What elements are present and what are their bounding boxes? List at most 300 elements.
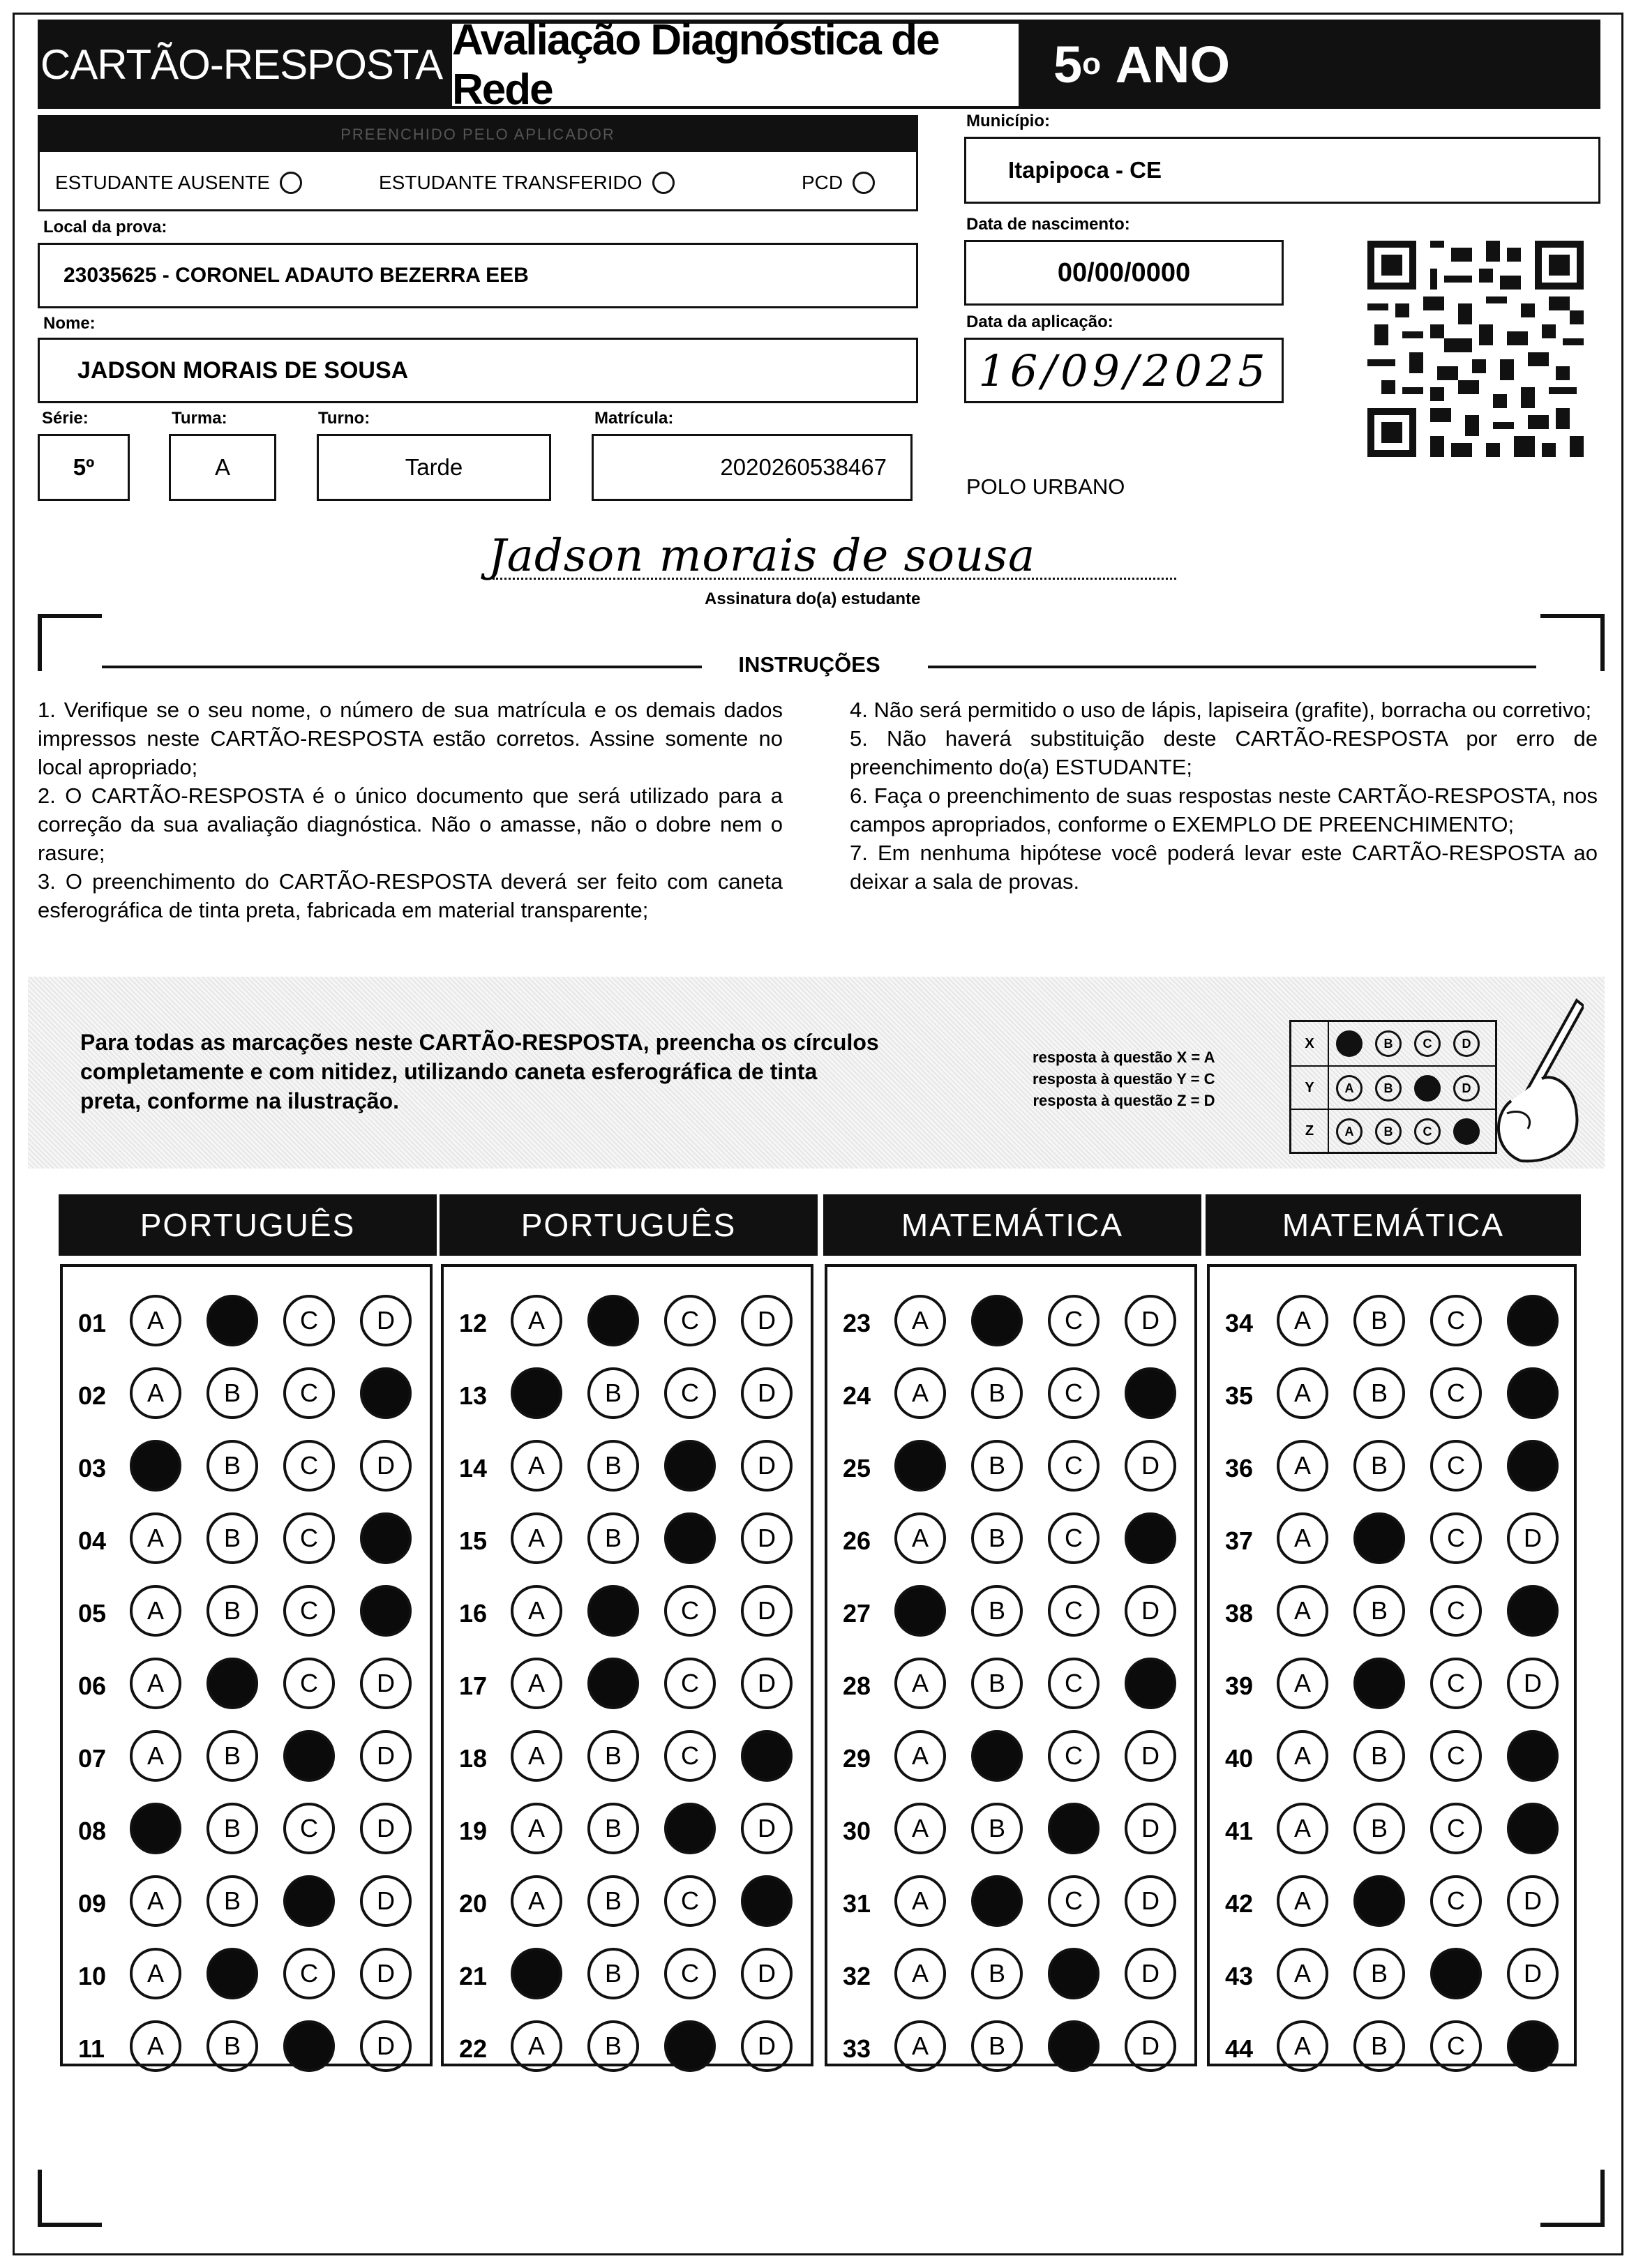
answer-bubble-b[interactable]: B — [1353, 1803, 1405, 1854]
answer-bubble-a[interactable]: A — [511, 1440, 562, 1492]
answer-bubble-b[interactable]: B — [587, 1512, 639, 1564]
question-number: 12 — [459, 1309, 488, 1337]
answer-bubble-c[interactable]: C — [1048, 1585, 1100, 1637]
answer-bubble-b[interactable]: B — [207, 1730, 258, 1782]
signature-caption: Assinatura do(a) estudante — [705, 589, 921, 608]
example-text: Para todas as marcações neste CARTÃO-RESPOSTA, preencha os círculos completamente e com nitidez, utilizando caneta esferográfica de tinta preta, conforme na ilustração. — [80, 1030, 879, 1113]
answer-bubble-b[interactable]: B — [1353, 1440, 1405, 1492]
answer-bubble-d[interactable]: D — [1507, 1948, 1559, 1999]
question-row — [1210, 1803, 1574, 1858]
answer-bubble-b[interactable]: B — [971, 1803, 1023, 1854]
answer-bubble-d[interactable] — [1507, 1585, 1559, 1637]
answer-bubble-d[interactable]: D — [360, 1803, 412, 1854]
answer-bubble-b[interactable]: B — [1353, 1730, 1405, 1782]
answer-bubble-c[interactable]: C — [664, 1730, 716, 1782]
answer-bubble-b[interactable]: B — [207, 1440, 258, 1492]
name-label: Nome: — [43, 314, 96, 333]
answer-bubble-b[interactable]: B — [207, 1803, 258, 1854]
question-number: 13 — [459, 1381, 488, 1410]
question-number: 31 — [843, 1889, 871, 1918]
answer-bubble-c[interactable]: C — [664, 1367, 716, 1419]
question-number: 23 — [843, 1309, 871, 1337]
local-field: 23035625 - CORONEL ADAUTO BEZERRA EEB — [38, 243, 918, 308]
answer-bubble-b[interactable]: B — [587, 1948, 639, 1999]
answer-bubble-c[interactable] — [1048, 1803, 1100, 1854]
answer-bubble-d[interactable]: D — [741, 1512, 793, 1564]
answer-bubble-c[interactable]: C — [283, 1803, 335, 1854]
question-row — [1210, 1512, 1574, 1568]
answer-bubble-a[interactable]: A — [894, 1658, 946, 1709]
question-row — [827, 1803, 1194, 1858]
question-number: 35 — [1225, 1381, 1254, 1410]
question-number: 16 — [459, 1599, 488, 1628]
question-row — [63, 1440, 430, 1496]
answer-bubble-a[interactable] — [511, 1948, 562, 1999]
question-number: 33 — [843, 2034, 871, 2063]
answer-bubble-d[interactable] — [741, 1875, 793, 1927]
answer-bubble-d[interactable]: D — [741, 1440, 793, 1492]
municipio-field: Itapipoca - CE — [964, 137, 1600, 204]
form-title: CARTÃO-RESPOSTA — [40, 40, 443, 88]
example-bubble-a — [1336, 1030, 1363, 1057]
answer-bubble-d[interactable]: D — [741, 1948, 793, 1999]
municipio-label: Município: — [966, 112, 1050, 130]
answer-bubble-a[interactable]: A — [511, 1295, 562, 1346]
answer-bubble-a[interactable]: A — [130, 1948, 181, 1999]
question-number: 30 — [843, 1817, 871, 1845]
answer-bubble-a[interactable]: A — [894, 1367, 946, 1419]
question-row — [827, 1295, 1194, 1351]
example-bubble-d: D — [1453, 1075, 1480, 1102]
section-header: PORTUGUÊS — [440, 1194, 818, 1256]
instructions-right-column — [850, 696, 1598, 896]
example-bubble-d: D — [1453, 1030, 1480, 1057]
answer-bubble-a[interactable]: A — [1277, 1948, 1328, 1999]
question-number: 34 — [1225, 1309, 1254, 1337]
answer-bubble-d[interactable] — [741, 1730, 793, 1782]
answer-bubble-d[interactable]: D — [360, 1295, 412, 1346]
grade-label — [1053, 20, 1263, 109]
answer-bubble-a[interactable]: A — [130, 1367, 181, 1419]
pcd-radio[interactable] — [853, 172, 875, 194]
question-row — [444, 1803, 811, 1858]
answer-bubble-d[interactable]: D — [360, 2020, 412, 2072]
answer-bubble-a[interactable]: A — [1277, 1512, 1328, 1564]
answer-bubble-b[interactable]: B — [1353, 1948, 1405, 1999]
answer-bubble-c[interactable]: C — [1430, 1440, 1482, 1492]
answer-bubble-d[interactable]: D — [1125, 1875, 1176, 1927]
answer-bubble-b[interactable] — [207, 1295, 258, 1346]
question-number: 21 — [459, 1962, 488, 1990]
answer-bubble-c[interactable]: C — [664, 1658, 716, 1709]
transferred-option[interactable] — [379, 172, 675, 194]
answer-bubble-d[interactable] — [360, 1367, 412, 1419]
answer-bubble-d[interactable]: D — [741, 1367, 793, 1419]
question-row — [444, 1440, 811, 1496]
answer-bubble-b[interactable]: B — [971, 1658, 1023, 1709]
answer-bubble-b[interactable]: B — [971, 1585, 1023, 1637]
question-number: 01 — [78, 1309, 107, 1337]
question-number: 02 — [78, 1381, 107, 1410]
answer-bubble-d[interactable]: D — [741, 2020, 793, 2072]
answer-bubble-a[interactable]: A — [894, 1948, 946, 1999]
answer-bubble-a[interactable]: A — [894, 1730, 946, 1782]
answer-bubble-a[interactable]: A — [1277, 1658, 1328, 1709]
answer-bubble-c[interactable]: C — [283, 1367, 335, 1419]
corner-mark-top-left — [38, 614, 102, 671]
answer-bubble-a[interactable]: A — [1277, 1875, 1328, 1927]
answer-bubble-b[interactable]: B — [587, 1875, 639, 1927]
question-number: 05 — [78, 1599, 107, 1628]
question-number: 08 — [78, 1817, 107, 1845]
question-row — [827, 1730, 1194, 1786]
answer-bubble-a[interactable]: A — [130, 1512, 181, 1564]
answer-bubble-d[interactable]: D — [1125, 2020, 1176, 2072]
example-row — [1291, 1109, 1495, 1152]
answer-bubble-c[interactable]: C — [1430, 1367, 1482, 1419]
instructions-rule-left — [102, 666, 702, 668]
absent-option[interactable] — [55, 172, 302, 194]
answer-section — [1207, 1264, 1577, 2066]
answer-bubble-a[interactable] — [894, 1440, 946, 1492]
answer-section — [825, 1264, 1197, 2066]
answer-bubble-b[interactable] — [587, 1295, 639, 1346]
example-row-key: X — [1291, 1022, 1329, 1065]
answer-bubble-b[interactable] — [1353, 1875, 1405, 1927]
answer-bubble-c[interactable] — [283, 1875, 335, 1927]
answer-bubble-d[interactable] — [1125, 1512, 1176, 1564]
answer-bubble-d[interactable]: D — [741, 1295, 793, 1346]
answer-bubble-c[interactable]: C — [283, 1295, 335, 1346]
answer-bubble-d[interactable]: D — [360, 1658, 412, 1709]
question-number: 15 — [459, 1526, 488, 1555]
answer-bubble-c[interactable]: C — [664, 1295, 716, 1346]
answer-bubble-d[interactable] — [1507, 1803, 1559, 1854]
absent-label: ESTUDANTE AUSENTE — [55, 172, 271, 193]
answer-bubble-d[interactable]: D — [360, 1948, 412, 1999]
answer-bubble-d[interactable]: D — [360, 1730, 412, 1782]
answer-bubble-c[interactable] — [1048, 1948, 1100, 1999]
polo-label: POLO URBANO — [966, 474, 1125, 499]
answer-bubble-a[interactable]: A — [511, 1658, 562, 1709]
answer-bubble-b[interactable] — [971, 1295, 1023, 1346]
answer-bubble-d[interactable]: D — [741, 1585, 793, 1637]
answer-bubble-d[interactable]: D — [1507, 1875, 1559, 1927]
answer-bubble-c[interactable]: C — [664, 1875, 716, 1927]
answer-bubble-d[interactable] — [1507, 2020, 1559, 2072]
answer-bubble-d[interactable] — [1507, 1730, 1559, 1782]
answer-section — [441, 1264, 813, 2066]
section-header: PORTUGUÊS — [59, 1194, 437, 1256]
turno-label: Turno: — [318, 409, 370, 428]
answer-bubble-a[interactable] — [130, 1803, 181, 1854]
question-row — [1210, 1875, 1574, 1931]
example-bubble-c: C — [1414, 1118, 1441, 1145]
question-number: 22 — [459, 2034, 488, 2063]
transferred-radio[interactable] — [652, 172, 675, 194]
answer-bubble-b[interactable] — [587, 1585, 639, 1637]
applicator-box — [38, 115, 918, 211]
question-row — [63, 1295, 430, 1351]
answer-bubble-b[interactable]: B — [971, 1948, 1023, 1999]
answer-bubble-c[interactable] — [664, 2020, 716, 2072]
answer-bubble-b[interactable]: B — [971, 2020, 1023, 2072]
answer-bubble-b[interactable]: B — [971, 1512, 1023, 1564]
question-row — [827, 1367, 1194, 1423]
matricula-field: 2020260538467 — [592, 434, 913, 501]
answer-bubble-c[interactable]: C — [1048, 1367, 1100, 1419]
answer-bubble-a[interactable]: A — [130, 1295, 181, 1346]
answer-bubble-c[interactable] — [1048, 2020, 1100, 2072]
question-number: 10 — [78, 1962, 107, 1990]
answer-bubble-a[interactable] — [894, 1585, 946, 1637]
example-bubble-b: B — [1375, 1118, 1402, 1145]
grade-number: 5 — [1053, 35, 1083, 93]
answer-bubble-a[interactable]: A — [1277, 2020, 1328, 2072]
answer-bubble-d[interactable] — [1125, 1367, 1176, 1419]
answer-bubble-c[interactable] — [283, 1730, 335, 1782]
instruction-6: 6. Faça o preenchimento de suas respostas neste CARTÃO-RESPOSTA, nos campos apropriados, conforme o EXEMPLO DE PREENCHIMENTO; — [850, 783, 1598, 836]
answer-bubble-b[interactable] — [207, 1658, 258, 1709]
absent-radio[interactable] — [280, 172, 302, 194]
answer-bubble-c[interactable]: C — [1048, 1512, 1100, 1564]
question-row — [63, 1875, 430, 1931]
answer-bubble-a[interactable]: A — [511, 1803, 562, 1854]
answer-bubble-c[interactable]: C — [283, 1658, 335, 1709]
answer-bubble-a[interactable]: A — [511, 1585, 562, 1637]
answer-bubble-b[interactable]: B — [207, 2020, 258, 2072]
section-header: MATEMÁTICA — [823, 1194, 1201, 1256]
answer-bubble-c[interactable]: C — [1048, 1730, 1100, 1782]
answer-bubble-b[interactable]: B — [1353, 1367, 1405, 1419]
example-row — [1291, 1065, 1495, 1109]
question-row — [1210, 1367, 1574, 1423]
answer-bubble-a[interactable]: A — [511, 2020, 562, 2072]
answer-bubble-a[interactable]: A — [894, 1875, 946, 1927]
answer-bubble-a[interactable]: A — [1277, 1440, 1328, 1492]
answer-bubble-c[interactable]: C — [1430, 1585, 1482, 1637]
question-row — [63, 1512, 430, 1568]
answer-bubble-a[interactable] — [511, 1367, 562, 1419]
answer-bubble-b[interactable]: B — [207, 1367, 258, 1419]
answer-bubble-b[interactable]: B — [587, 2020, 639, 2072]
question-number: 28 — [843, 1672, 871, 1700]
answer-bubble-a[interactable]: A — [1277, 1585, 1328, 1637]
answer-bubble-c[interactable]: C — [1048, 1440, 1100, 1492]
instructions-left-column — [38, 696, 783, 924]
answer-bubble-d[interactable] — [1507, 1440, 1559, 1492]
answer-bubble-c[interactable]: C — [664, 1585, 716, 1637]
serie-label: Série: — [42, 409, 89, 428]
answer-bubble-d[interactable] — [1507, 1367, 1559, 1419]
question-row — [444, 2020, 811, 2076]
answer-bubble-c[interactable]: C — [1430, 1512, 1482, 1564]
answer-bubble-b[interactable]: B — [1353, 1585, 1405, 1637]
question-row — [444, 1948, 811, 2004]
answer-bubble-d[interactable]: D — [1507, 1512, 1559, 1564]
question-row — [444, 1512, 811, 1568]
answer-bubble-b[interactable]: B — [587, 1440, 639, 1492]
answer-bubble-b[interactable]: B — [1353, 1295, 1405, 1346]
instruction-1: 1. Verifique se o seu nome, o número de sua matrícula e os demais dados impressos neste CARTÃO-RESPOSTA estão corretos. Assine somente no local apropriado; — [38, 698, 783, 779]
question-row — [63, 2020, 430, 2076]
answer-bubble-b[interactable] — [971, 1875, 1023, 1927]
answer-bubble-b[interactable] — [1353, 1658, 1405, 1709]
question-row — [63, 1367, 430, 1423]
example-bubble-a: A — [1336, 1118, 1363, 1145]
question-number: 29 — [843, 1744, 871, 1773]
answer-bubble-b[interactable]: B — [587, 1730, 639, 1782]
pcd-option[interactable] — [802, 172, 875, 194]
answer-bubble-a[interactable]: A — [1277, 1803, 1328, 1854]
instruction-2: 2. O CARTÃO-RESPOSTA é o único documento que será utilizado para a correção da sua avaliação diagnóstica. Não o amasse, não o dobre nem o rasure; — [38, 783, 783, 865]
answer-bubble-d[interactable] — [360, 1585, 412, 1637]
answer-bubble-c[interactable]: C — [1430, 1295, 1482, 1346]
instruction-5: 5. Não haverá substituição deste CARTÃO-RESPOSTA por erro de preenchimento do(a) ESTUDANTE; — [850, 726, 1598, 779]
answer-bubble-c[interactable]: C — [1430, 1875, 1482, 1927]
example-row-key: Z — [1291, 1110, 1329, 1152]
answer-bubble-d[interactable]: D — [741, 1658, 793, 1709]
hand-pen-icon — [1479, 996, 1584, 1164]
answer-bubble-b[interactable]: B — [971, 1367, 1023, 1419]
answer-bubble-a[interactable]: A — [894, 1803, 946, 1854]
answer-bubble-c[interactable] — [664, 1803, 716, 1854]
answer-bubble-c[interactable]: C — [1430, 1730, 1482, 1782]
answer-bubble-c[interactable]: C — [1430, 2020, 1482, 2072]
answer-bubble-b[interactable]: B — [207, 1585, 258, 1637]
answer-bubble-c[interactable] — [283, 2020, 335, 2072]
answer-bubble-a[interactable]: A — [894, 1512, 946, 1564]
example-grid — [1289, 1020, 1497, 1154]
example-bubble-b: B — [1375, 1030, 1402, 1057]
answer-bubble-b[interactable]: B — [587, 1803, 639, 1854]
question-number: 36 — [1225, 1454, 1254, 1482]
answer-bubble-a[interactable]: A — [1277, 1367, 1328, 1419]
answer-bubble-a[interactable]: A — [1277, 1295, 1328, 1346]
answer-bubble-d[interactable]: D — [1125, 1730, 1176, 1782]
answer-bubble-a[interactable]: A — [130, 2020, 181, 2072]
answer-bubble-b[interactable] — [207, 1948, 258, 1999]
answer-bubble-b[interactable] — [971, 1730, 1023, 1782]
answer-bubble-a[interactable]: A — [130, 1730, 181, 1782]
question-row — [827, 1440, 1194, 1496]
question-number: 40 — [1225, 1744, 1254, 1773]
question-row — [444, 1367, 811, 1423]
instruction-4: 4. Não será permitido o uso de lápis, lapiseira (grafite), borracha ou corretivo; — [850, 698, 1592, 722]
transferred-label: ESTUDANTE TRANSFERIDO — [379, 172, 643, 193]
answer-bubble-b[interactable] — [587, 1658, 639, 1709]
question-number: 25 — [843, 1454, 871, 1482]
answer-bubble-c[interactable]: C — [283, 1948, 335, 1999]
answer-bubble-a[interactable]: A — [894, 1295, 946, 1346]
answer-bubble-d[interactable]: D — [1125, 1585, 1176, 1637]
answer-bubble-b[interactable]: B — [971, 1440, 1023, 1492]
answer-bubble-c[interactable]: C — [283, 1585, 335, 1637]
answer-bubble-d[interactable]: D — [1125, 1948, 1176, 1999]
example-bubble-c: C — [1414, 1030, 1441, 1057]
question-number: 27 — [843, 1599, 871, 1628]
question-row — [1210, 2020, 1574, 2076]
answer-bubble-c[interactable]: C — [1430, 1658, 1482, 1709]
answer-bubble-d[interactable]: D — [1507, 1658, 1559, 1709]
example-bubble-b: B — [1375, 1075, 1402, 1102]
answer-bubble-a[interactable]: A — [511, 1875, 562, 1927]
answer-bubble-d[interactable] — [1507, 1295, 1559, 1346]
instructions-rule-right — [928, 666, 1536, 668]
answer-bubble-c[interactable] — [1430, 1948, 1482, 1999]
question-number: 32 — [843, 1962, 871, 1990]
corner-mark-top-right — [1540, 614, 1605, 671]
answer-bubble-a[interactable]: A — [511, 1512, 562, 1564]
answer-bubble-c[interactable]: C — [1048, 1295, 1100, 1346]
answer-bubble-b[interactable]: B — [207, 1512, 258, 1564]
answer-bubble-c[interactable] — [664, 1440, 716, 1492]
answer-bubble-c[interactable] — [664, 1512, 716, 1564]
answer-bubble-b[interactable]: B — [207, 1875, 258, 1927]
instructions-title: INSTRUÇÕES — [738, 652, 880, 677]
answer-bubble-d[interactable]: D — [1125, 1440, 1176, 1492]
exam-title: Avaliação Diagnóstica de Rede — [452, 24, 1019, 106]
question-number: 41 — [1225, 1817, 1254, 1845]
answer-bubble-a[interactable]: A — [1277, 1730, 1328, 1782]
question-number: 37 — [1225, 1526, 1254, 1555]
answer-bubble-a[interactable]: A — [130, 1875, 181, 1927]
birth-label: Data de nascimento: — [966, 215, 1130, 234]
answer-bubble-c[interactable]: C — [283, 1440, 335, 1492]
answer-bubble-d[interactable]: D — [741, 1803, 793, 1854]
answer-bubble-a[interactable]: A — [130, 1658, 181, 1709]
applicator-header: PREENCHIDO PELO APLICADOR — [40, 117, 916, 152]
answer-bubble-d[interactable] — [1125, 1658, 1176, 1709]
answer-bubble-b[interactable]: B — [1353, 2020, 1405, 2072]
answer-bubble-b[interactable] — [1353, 1512, 1405, 1564]
answer-bubble-d[interactable]: D — [360, 1440, 412, 1492]
question-number: 24 — [843, 1381, 871, 1410]
answer-bubble-a[interactable]: A — [511, 1730, 562, 1782]
example-legend — [1033, 1046, 1215, 1111]
question-row — [827, 1948, 1194, 2004]
matricula-label: Matrícula: — [594, 409, 674, 428]
student-signature: Jadson morais de sousa — [488, 530, 1036, 582]
answer-bubble-d[interactable] — [360, 1512, 412, 1564]
local-label: Local da prova: — [43, 218, 167, 236]
example-legend-z: resposta à questão Z = D — [1033, 1092, 1215, 1109]
turma-label: Turma: — [172, 409, 227, 428]
answer-bubble-c[interactable]: C — [1430, 1803, 1482, 1854]
answer-bubble-c[interactable]: C — [283, 1512, 335, 1564]
answer-bubble-d[interactable]: D — [1125, 1295, 1176, 1346]
question-number: 14 — [459, 1454, 488, 1482]
pcd-label: PCD — [802, 172, 843, 193]
question-number: 09 — [78, 1889, 107, 1918]
answer-bubble-c[interactable]: C — [664, 1948, 716, 1999]
answer-bubble-d[interactable]: D — [360, 1875, 412, 1927]
answer-bubble-a[interactable]: A — [130, 1585, 181, 1637]
answer-bubble-a[interactable]: A — [894, 2020, 946, 2072]
answer-bubble-c[interactable]: C — [1048, 1658, 1100, 1709]
application-date-label: Data da aplicação: — [966, 313, 1113, 331]
question-row — [1210, 1295, 1574, 1351]
instruction-7: 7. Em nenhuma hipótese você poderá levar este CARTÃO-RESPOSTA ao deixar a sala de provas. — [850, 841, 1598, 894]
answer-bubble-c[interactable]: C — [1048, 1875, 1100, 1927]
question-number: 04 — [78, 1526, 107, 1555]
answer-bubble-d[interactable]: D — [1125, 1803, 1176, 1854]
question-number: 38 — [1225, 1599, 1254, 1628]
question-row — [444, 1295, 811, 1351]
answer-bubble-b[interactable]: B — [587, 1367, 639, 1419]
example-row-key: Y — [1291, 1067, 1329, 1109]
answer-bubble-a[interactable] — [130, 1440, 181, 1492]
